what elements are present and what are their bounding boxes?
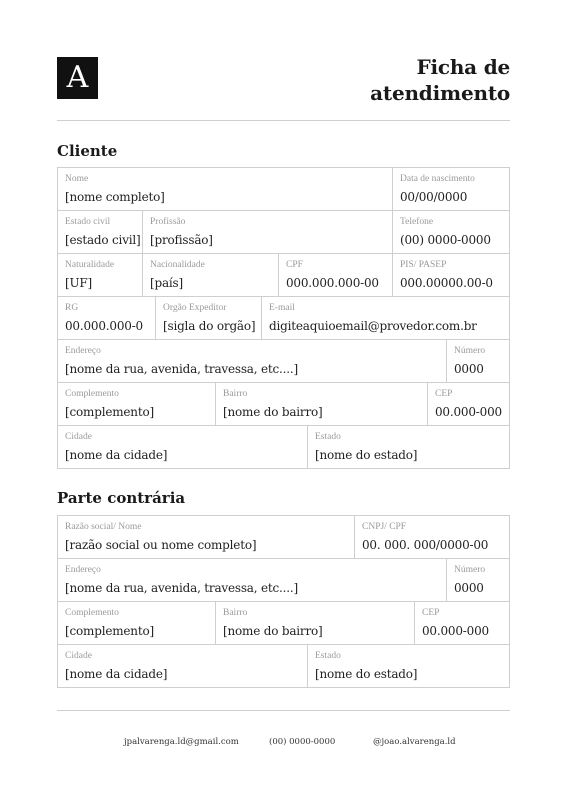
field-value: [nome do estado] — [315, 667, 418, 681]
field-cidade[interactable] — [58, 645, 307, 687]
parte-contraria-form — [57, 515, 510, 688]
field-rg[interactable] — [58, 297, 155, 339]
field-value: [nome da cidade] — [65, 448, 168, 462]
field-pis-pasep[interactable] — [392, 254, 509, 296]
cliente-form — [57, 167, 510, 469]
field-razao-social[interactable] — [58, 516, 354, 558]
field-value: [profissão] — [150, 233, 213, 247]
field-value: 0000 — [454, 362, 484, 376]
field-numero[interactable] — [446, 340, 509, 382]
field-label: Endereço — [65, 565, 101, 575]
field-label: Razão social/ Nome — [65, 522, 142, 532]
field-value: [nome da cidade] — [65, 667, 168, 681]
field-cep[interactable] — [414, 602, 509, 644]
field-label: Estado civil — [65, 217, 111, 227]
field-value: 00. 000. 000/0000-00 — [362, 538, 489, 552]
field-telefone[interactable] — [392, 211, 509, 253]
field-label: PIS/ PASEP — [400, 260, 447, 270]
field-label: Estado — [315, 432, 341, 442]
form-row — [58, 296, 509, 339]
header-divider — [57, 120, 510, 121]
field-label: Data de nascimento — [400, 174, 475, 184]
field-label: CEP — [422, 608, 440, 618]
field-nome[interactable] — [58, 168, 392, 210]
field-label: Número — [454, 565, 486, 575]
field-label: Número — [454, 346, 486, 356]
field-cidade[interactable] — [58, 426, 307, 468]
field-value: [razão social ou nome completo] — [65, 538, 257, 552]
field-email[interactable] — [261, 297, 509, 339]
field-value: [nome do bairro] — [223, 624, 323, 638]
field-value: [sigla do orgão] — [163, 319, 256, 333]
field-value: [país] — [150, 276, 183, 290]
field-label: E-mail — [269, 303, 295, 313]
field-value: [complemento] — [65, 405, 154, 419]
field-value: 00/00/0000 — [400, 190, 468, 204]
field-bairro[interactable] — [215, 383, 427, 425]
form-row — [58, 425, 509, 468]
field-label: Estado — [315, 651, 341, 661]
field-estado-civil[interactable] — [58, 211, 142, 253]
field-naturalidade[interactable] — [58, 254, 142, 296]
form-row — [58, 253, 509, 296]
field-value: [nome completo] — [65, 190, 165, 204]
field-value: 0000 — [454, 581, 484, 595]
field-value: [nome do bairro] — [223, 405, 323, 419]
section-title-parte-contraria: Parte contrária — [57, 489, 186, 507]
footer-social[interactable]: @joao.alvarenga.ld — [373, 737, 456, 747]
document-title-line1: Ficha de — [416, 55, 510, 79]
form-row — [58, 168, 509, 210]
field-estado[interactable] — [307, 645, 509, 687]
footer-phone: (00) 0000-0000 — [269, 737, 336, 747]
form-row — [58, 516, 509, 558]
field-cnpj-cpf[interactable] — [354, 516, 509, 558]
document-title-line2: atendimento — [370, 81, 510, 105]
field-complemento[interactable] — [58, 383, 215, 425]
document-title — [370, 54, 510, 106]
form-row — [58, 339, 509, 382]
field-label: Nacionalidade — [150, 260, 205, 270]
field-complemento[interactable] — [58, 602, 215, 644]
field-value: [estado civil] — [65, 233, 141, 247]
field-label: Endereço — [65, 346, 101, 356]
field-label: CEP — [435, 389, 453, 399]
field-value: [nome da rua, avenida, travessa, etc....] — [65, 581, 298, 595]
field-label: RG — [65, 303, 79, 313]
field-label: Bairro — [223, 608, 248, 618]
field-label: Cidade — [65, 432, 92, 442]
field-label: Orgão Expeditor — [163, 303, 227, 313]
field-value: (00) 0000-0000 — [400, 233, 491, 247]
footer-email[interactable]: jpalvarenga.ld@gmail.com — [124, 737, 239, 747]
field-cpf[interactable] — [278, 254, 392, 296]
field-label: Naturalidade — [65, 260, 115, 270]
field-value: 000.00000.00-0 — [400, 276, 493, 290]
field-nacionalidade[interactable] — [142, 254, 278, 296]
field-label: Cidade — [65, 651, 92, 661]
field-orgao-expeditor[interactable] — [155, 297, 261, 339]
form-row — [58, 382, 509, 425]
field-value: 00.000-000 — [422, 624, 489, 638]
field-value: [UF] — [65, 276, 93, 290]
logo: A — [57, 57, 98, 99]
form-row — [58, 210, 509, 253]
field-label: Complemento — [65, 389, 119, 399]
field-label: Telefone — [400, 217, 434, 227]
field-estado[interactable] — [307, 426, 509, 468]
field-value: 000.000.000-00 — [286, 276, 379, 290]
field-label: Complemento — [65, 608, 119, 618]
field-value: digiteaquioemail@provedor.com.br — [269, 319, 477, 333]
field-profissao[interactable] — [142, 211, 392, 253]
field-label: CNPJ/ CPF — [362, 522, 407, 532]
field-value: [nome da rua, avenida, travessa, etc....] — [65, 362, 298, 376]
field-cep[interactable] — [427, 383, 509, 425]
form-row — [58, 601, 509, 644]
field-label: Profissão — [150, 217, 186, 227]
field-endereco[interactable] — [58, 559, 446, 601]
field-data-nascimento[interactable] — [392, 168, 509, 210]
form-row — [58, 644, 509, 687]
field-value: [nome do estado] — [315, 448, 418, 462]
footer-divider — [57, 710, 510, 711]
field-value: [complemento] — [65, 624, 154, 638]
field-label: CPF — [286, 260, 303, 270]
field-endereco[interactable] — [58, 340, 446, 382]
field-label: Bairro — [223, 389, 248, 399]
field-value: 00.000.000-0 — [65, 319, 143, 333]
field-numero[interactable] — [446, 559, 509, 601]
field-bairro[interactable] — [215, 602, 414, 644]
field-value: 00.000-000 — [435, 405, 502, 419]
section-title-cliente: Cliente — [57, 142, 118, 160]
field-label: Nome — [65, 174, 89, 184]
form-row — [58, 558, 509, 601]
